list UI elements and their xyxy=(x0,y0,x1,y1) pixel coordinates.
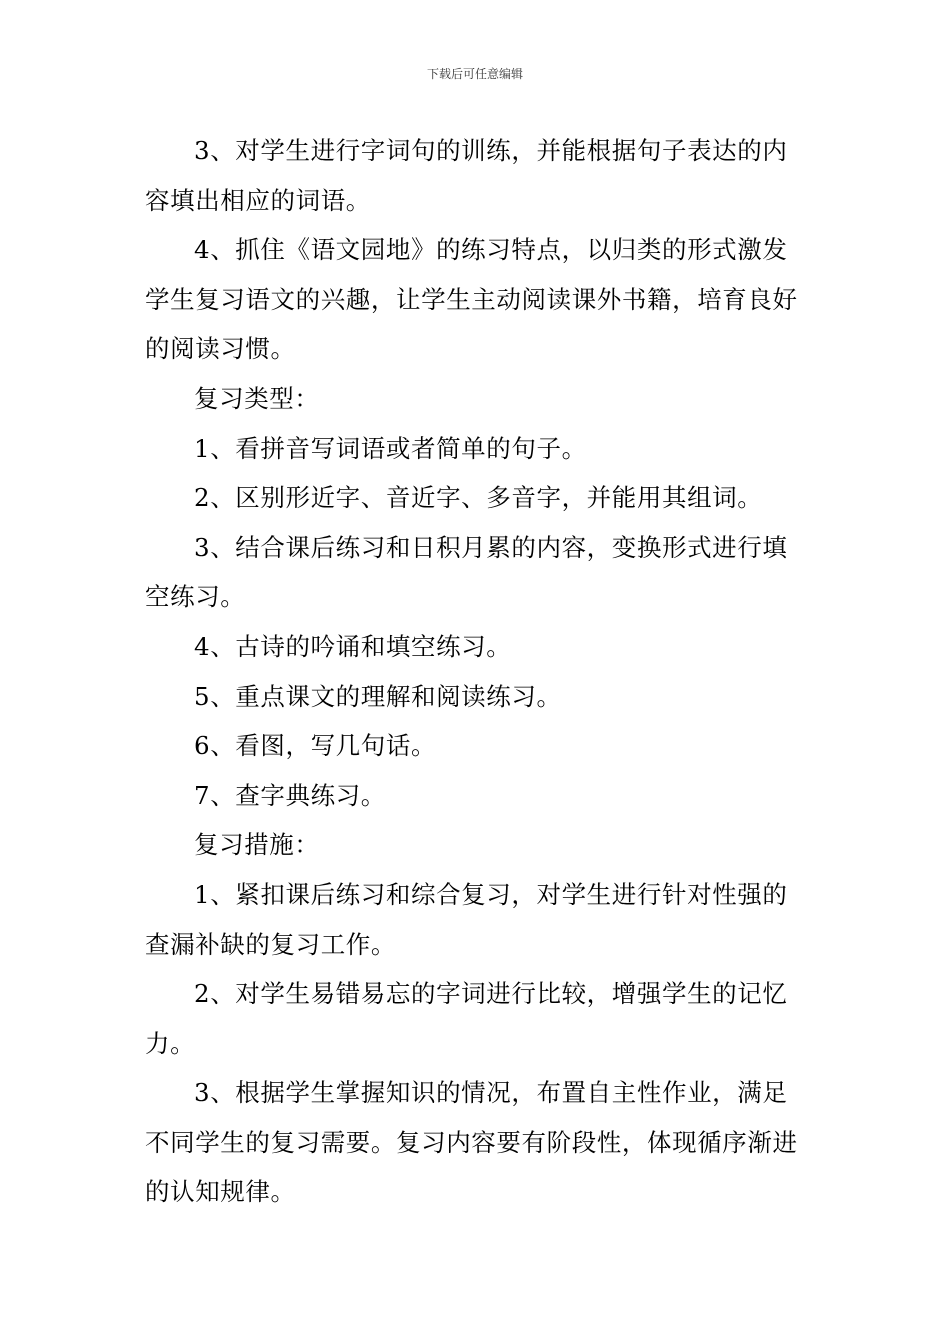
document-body xyxy=(145,126,810,1217)
list-item-type-6: 6、看图，写几句话。 xyxy=(194,731,437,761)
list-item-measure-2: 2、对学生易错易忘的字词进行比较，增强学生的记忆力。 xyxy=(145,979,788,1058)
page-header-note: 下载后可任意编辑 xyxy=(426,67,523,81)
section-heading-review-measures: 复习措施： xyxy=(194,830,320,860)
list-item-type-3: 3、结合课后练习和日积月累的内容，变换形式进行填空练习。 xyxy=(145,532,788,612)
list-item-measure-1: 1、紧扣课后练习和综合复习，对学生进行针对性强的查漏补缺的复习工作。 xyxy=(145,879,788,959)
list-item-type-4: 4、古诗的吟诵和填空练习。 xyxy=(194,631,512,661)
section-heading-review-types: 复习类型： xyxy=(194,383,320,413)
list-item-type-5: 5、重点课文的理解和阅读练习。 xyxy=(194,681,562,711)
list-item-type-2: 2、区别形近字、音近字、多音字，并能用其组词。 xyxy=(194,483,763,513)
list-item-type-7: 7、查字典练习。 xyxy=(194,780,386,810)
list-item-type-1: 1、看拼音写词语或者简单的句子。 xyxy=(194,433,587,463)
paragraph-goal-3: 3、对学生进行字词句的训练，并能根据句子表达的内容填出相应的词语。 xyxy=(145,136,788,215)
list-item-measure-3: 3、根据学生掌握知识的情况，布置自主性作业，满足不同学生的复习需要。复习内容要有阶段性，体现循序渐进的认知规律。 xyxy=(145,1078,798,1207)
paragraph-goal-4: 4、抓住《语文园地》的练习特点，以归类的形式激发学生复习语文的兴趣，让学生主动阅读课外书籍，培育良好的阅读习惯。 xyxy=(145,235,798,364)
